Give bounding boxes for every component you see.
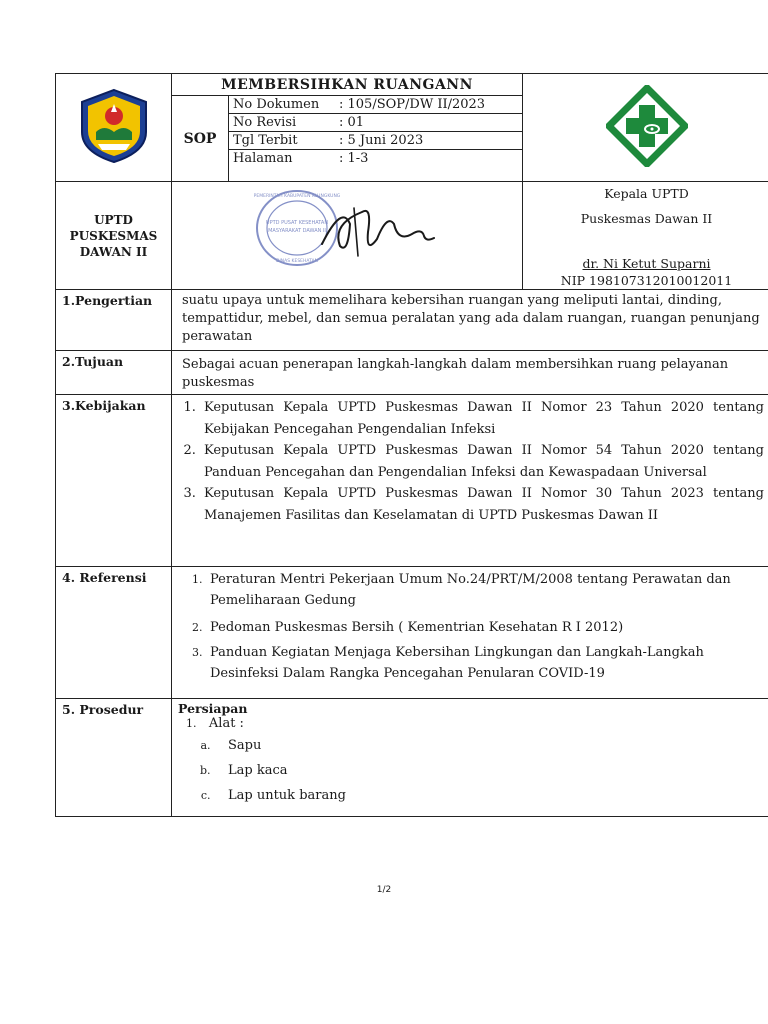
section-label: 4. Referensi xyxy=(56,567,172,699)
list-item: 3. Keputusan Kepala UPTD Puskesmas Dawan II Nomor 30 Tahun 2023 tentang Manajemen Fasilitas dan Keselamatan di UPTD Puskesmas Dawan II xyxy=(200,483,764,526)
sop-header-table xyxy=(55,73,768,290)
svg-text:PEMERINTAH KABUPATEN KLUNGKUNG: PEMERINTAH KABUPATEN KLUNGKUNG xyxy=(253,193,341,199)
list-item: 2. Keputusan Kepala UPTD Puskesmas Dawan II Nomor 54 Tahun 2020 tentang Panduan Pencegahan dan Pengendalian Infeksi dan Kewaspadaan Universal xyxy=(200,440,764,483)
section-tujuan xyxy=(56,351,768,395)
list-item: 3. Panduan Kegiatan Menjaga Kebersihan Lingkungan dan Langkah-Langkah Desinfeksi Dalam Rangka Pencegahan Penularan COVID-19 xyxy=(206,642,764,684)
document-meta-cell xyxy=(229,96,523,182)
section-kebijakan xyxy=(56,395,768,567)
list-item: 1. Peraturan Mentri Pekerjaan Umum No.24/PRT/M/2008 tentang Perawatan dan Pemeliharaan Gedung xyxy=(206,569,764,611)
official-stamp-signature xyxy=(172,184,522,288)
section-referensi xyxy=(56,567,768,699)
head-title: Kepala UPTD xyxy=(604,186,689,201)
alat-list xyxy=(178,733,764,808)
svg-text:DINAS KESEHATAN: DINAS KESEHATAN xyxy=(276,258,318,264)
section-label: 5. Prosedur xyxy=(56,699,172,817)
referensi-list xyxy=(178,569,764,684)
section-prosedur xyxy=(56,699,768,817)
svg-text:MASYARAKAT DAWAN II: MASYARAKAT DAWAN II xyxy=(268,227,326,234)
stamp-signature-cell xyxy=(172,182,523,290)
section-pengertian xyxy=(56,290,768,351)
regency-logo-cell xyxy=(56,74,172,182)
page-number: 1/2 xyxy=(376,885,392,895)
section-label: 2.Tujuan xyxy=(56,351,172,395)
bakti-husada-logo-icon xyxy=(606,85,688,167)
section-label: 3.Kebijakan xyxy=(56,395,172,567)
org-name-cell xyxy=(56,182,172,290)
bakti-husada-logo-cell xyxy=(523,74,768,182)
meta-row-halaman: Halaman : 1-3 xyxy=(233,151,369,166)
list-item: c. Lap untuk barang xyxy=(214,783,764,808)
tujuan-text: Sebagai acuan penerapan langkah-langkah dalam membersihkan ruang pelayanan puskesmas xyxy=(172,351,768,395)
list-item: 2. Pedoman Puskesmas Bersih ( Kementrian Kesehatan R I 2012) xyxy=(206,617,764,638)
head-nip: NIP 198107312010012011 xyxy=(560,273,733,288)
pengertian-text: suatu upaya untuk memelihara kebersihan ruangan yang meliputi lantai, dinding, tempattidur, mebel, dan semua peralatan yang ada dalam ruangan, ruangan penunjang perawatan xyxy=(172,290,768,351)
prosedur-heading: Persiapan xyxy=(178,701,248,716)
org-name-line: UPTD xyxy=(94,212,133,227)
meta-row-no-revisi: No Revisi : 01 xyxy=(229,114,522,132)
org-name-line: PUSKESMAS xyxy=(69,228,158,243)
meta-row-no-dokumen: No Dokumen : 105/SOP/DW II/2023 xyxy=(229,96,522,114)
head-signatory-cell xyxy=(523,182,768,290)
sop-title: MEMBERSIHKAN RUANGANN xyxy=(172,74,523,96)
meta-row-tgl-terbit: Tgl Terbit : 5 Juni 2023 xyxy=(229,132,522,150)
head-unit: Puskesmas Dawan II xyxy=(580,211,713,226)
sop-body-table xyxy=(55,289,768,817)
prosedur-cell xyxy=(172,699,768,817)
klungkung-regency-logo-icon xyxy=(74,86,154,166)
head-name: dr. Ni Ketut Suparni xyxy=(582,256,711,271)
svg-text:UPTD PUSAT KESEHATAN: UPTD PUSAT KESEHATAN xyxy=(265,219,329,226)
kebijakan-list-cell xyxy=(172,395,768,567)
section-label: 1.Pengertian xyxy=(56,290,172,351)
list-item: b. Lap kaca xyxy=(214,758,764,783)
kebijakan-list xyxy=(178,397,764,527)
document-meta-table xyxy=(229,96,522,167)
alat-label: 1. Alat : xyxy=(186,716,244,731)
list-item: a. Sapu xyxy=(214,733,764,758)
list-item: 1. Keputusan Kepala UPTD Puskesmas Dawan II Nomor 23 Tahun 2020 tentang Kebijakan Pencegahan Pengendalian Infeksi xyxy=(200,397,764,440)
sop-label: SOP xyxy=(172,96,229,182)
referensi-list-cell xyxy=(172,567,768,699)
org-name-line: DAWAN II xyxy=(79,244,148,259)
